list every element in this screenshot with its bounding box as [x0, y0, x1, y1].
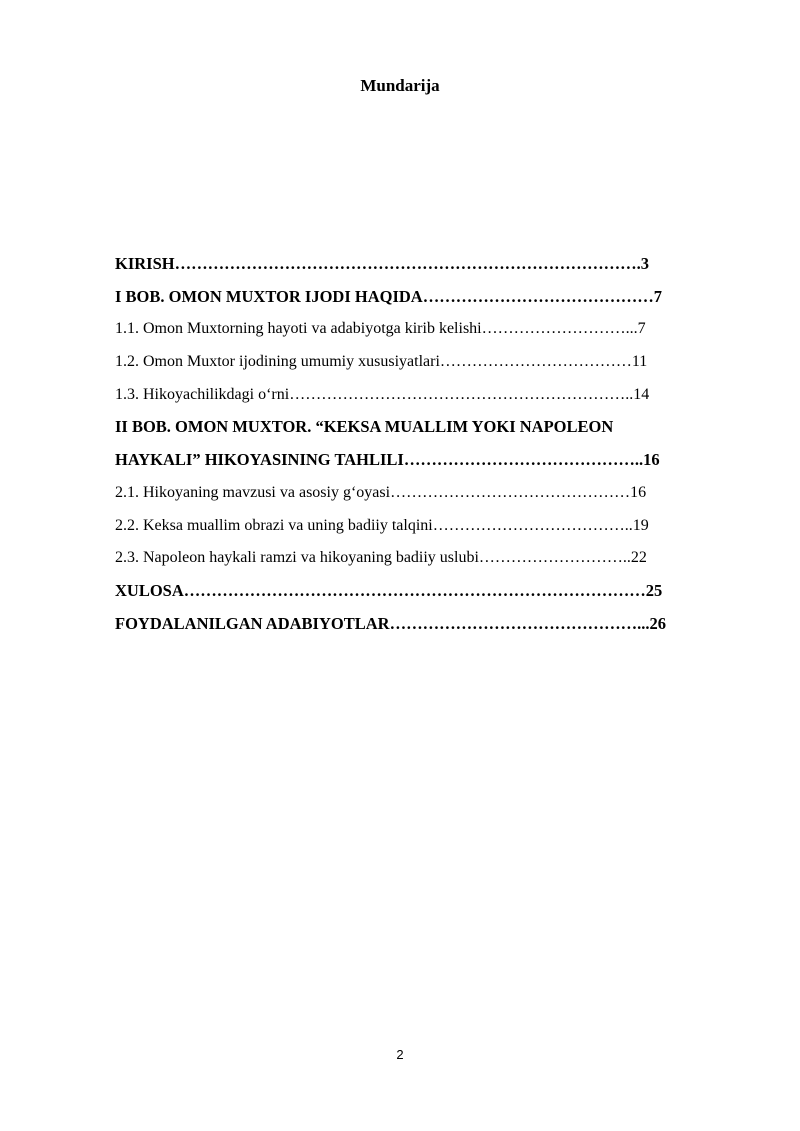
- toc-entry-section-1-2[interactable]: 1.2. Omon Muxtor ijodining umumiy xususiyatlari………………………………11: [115, 353, 648, 371]
- toc-entry-chapter-2-line-1[interactable]: II BOB. OMON MUXTOR. “KEKSA MUALLIM YOKI NAPOLEON: [115, 417, 614, 437]
- toc-entry-conclusion[interactable]: XULOSA…………………………………………………………………………25: [115, 580, 663, 600]
- toc-entry-section-2-2[interactable]: 2.2. Keksa muallim obrazi va uning badiiy talqini………………………………..19: [115, 516, 649, 534]
- page-number: 2: [396, 1047, 404, 1062]
- toc-entry-section-2-1[interactable]: 2.1. Hikoyaning mavzusi va asosiy g‘oyasi………………………………………16: [115, 483, 647, 501]
- table-of-contents: [115, 248, 743, 640]
- toc-entry-chapter-1[interactable]: I BOB. OMON MUXTOR IJODI HAQIDA……………………………………7: [115, 286, 662, 306]
- toc-entry-references[interactable]: FOYDALANILGAN ADABIYOTLAR………………………………………...26: [115, 613, 666, 633]
- page-title: Mundarija: [360, 76, 440, 95]
- toc-entry-section-2-3[interactable]: 2.3. Napoleon haykali ramzi va hikoyaning badiiy uslubi………………………..22: [115, 549, 647, 567]
- toc-entry-section-1-3[interactable]: 1.3. Hikoyachilikdagi o‘rni………………………………………………………..14: [115, 385, 650, 403]
- toc-entry-section-1-1[interactable]: 1.1. Omon Muxtorning hayoti va adabiyotga kirib kelishi………………………...7: [115, 320, 646, 338]
- toc-entry-chapter-2-line-2[interactable]: HAYKALI” HIKOYASINING TAHLILI……………………………………..16: [115, 450, 660, 470]
- toc-entry-introduction[interactable]: KIRISH………………………………………………………………………….3: [115, 254, 649, 273]
